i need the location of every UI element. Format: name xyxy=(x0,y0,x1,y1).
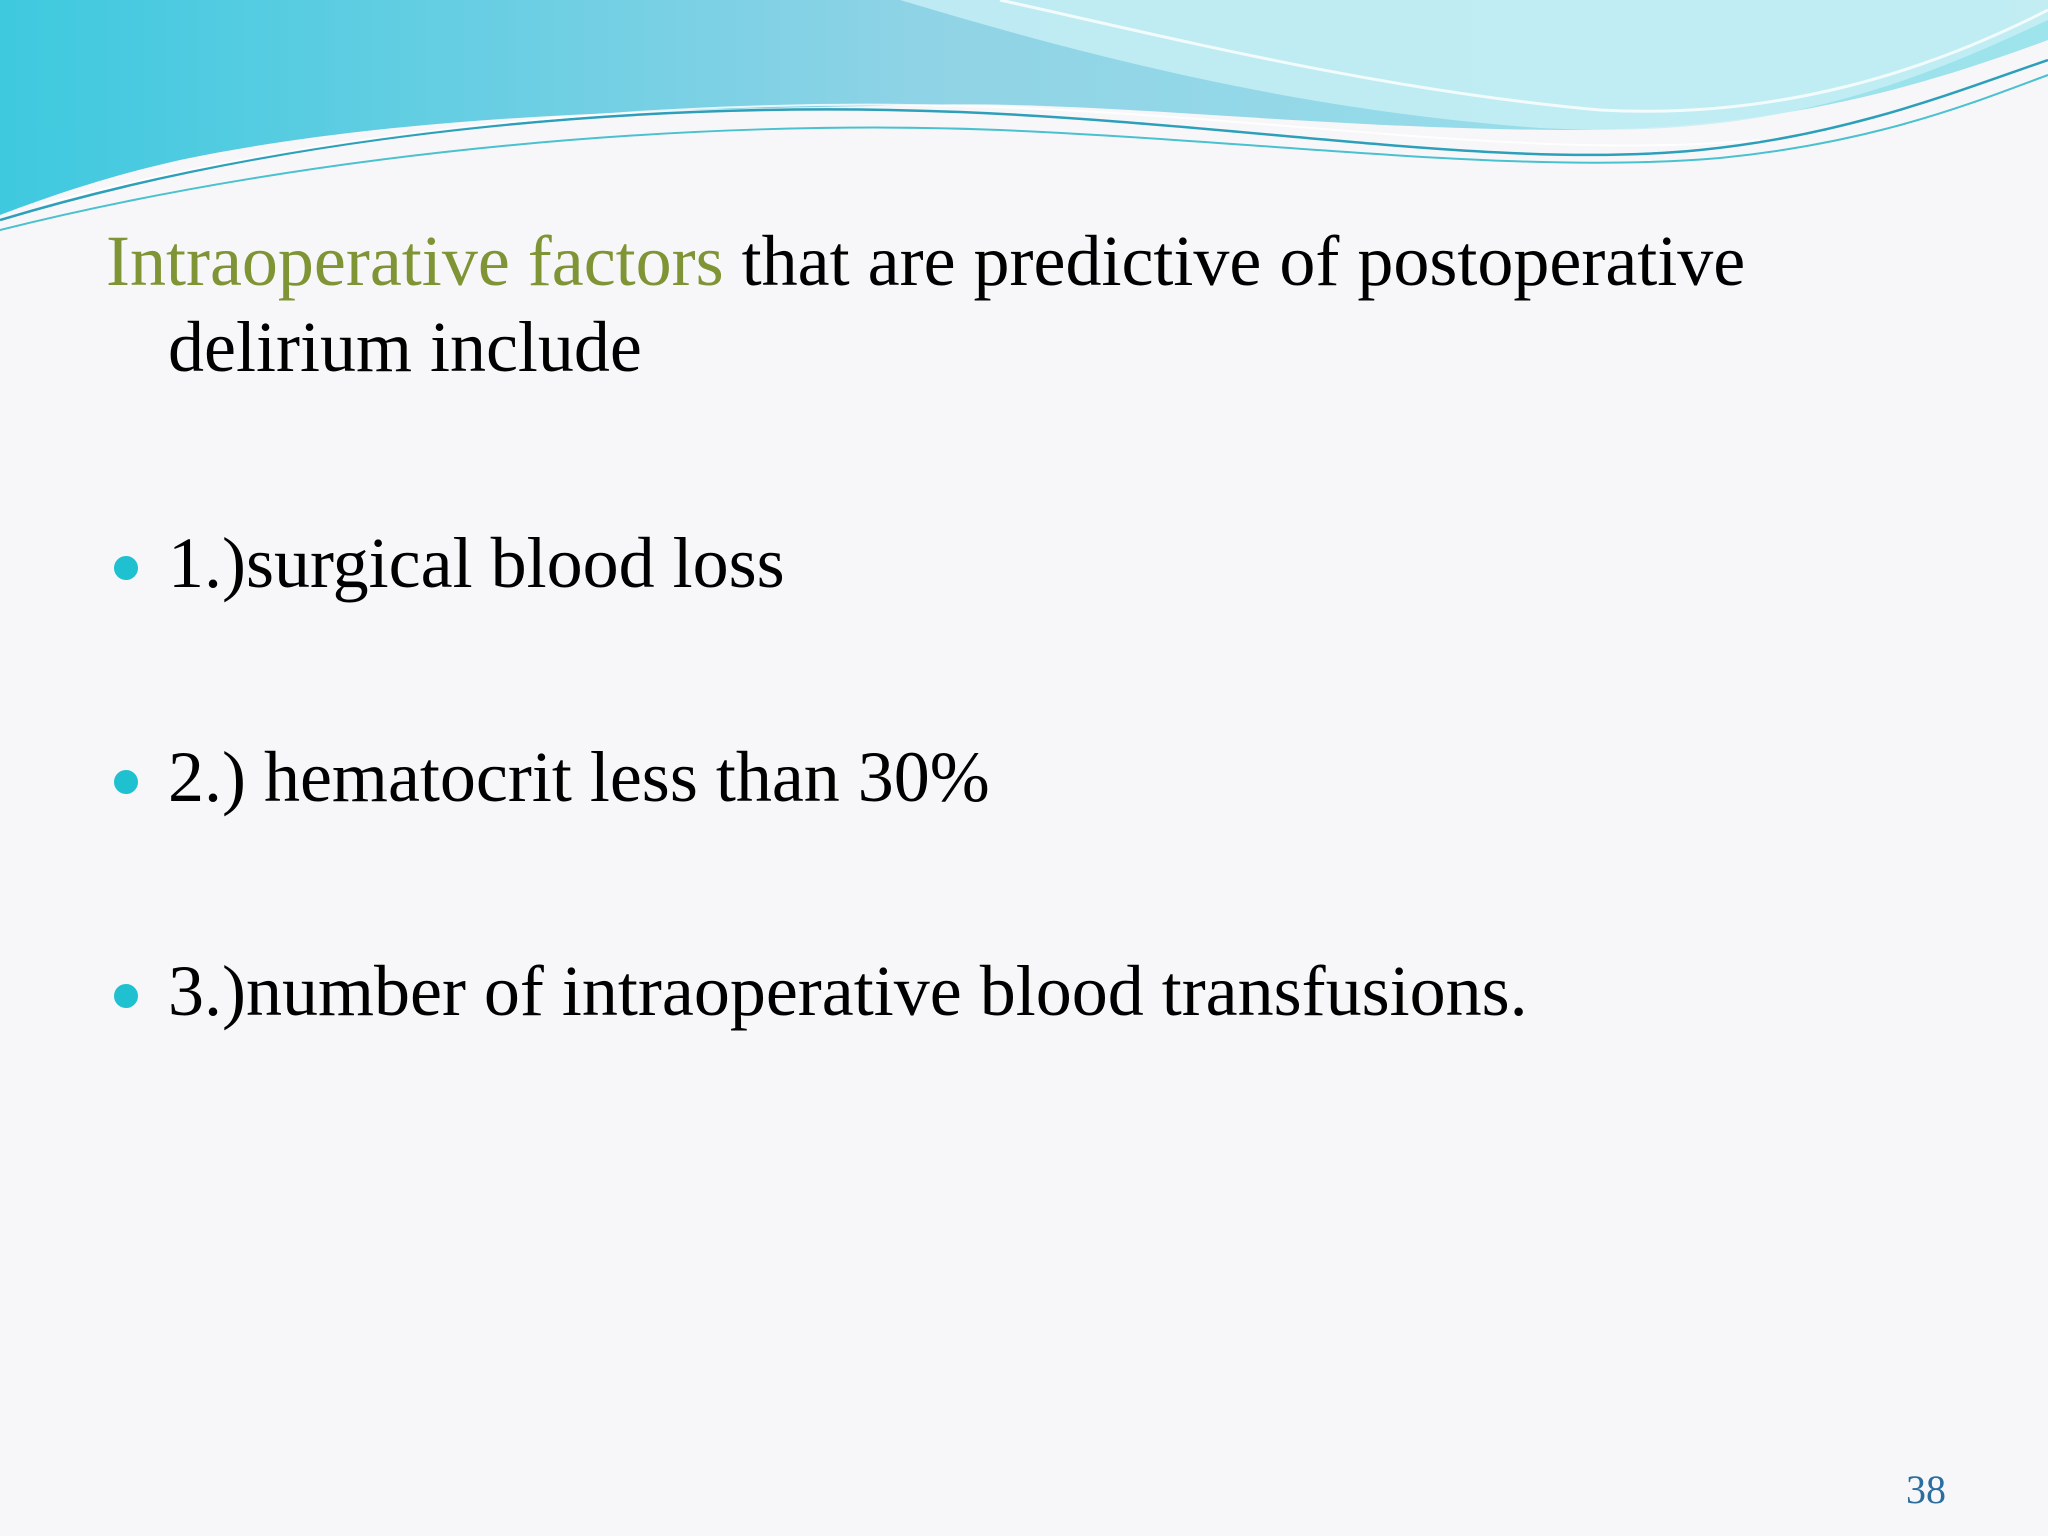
list-item-text: 3.)number of intraoperative blood transfusions. xyxy=(168,951,1528,1031)
intro-rest-text: that are predictive of postoperative xyxy=(723,221,1746,301)
header-wave-decoration xyxy=(0,0,2048,240)
list-item xyxy=(106,520,1528,606)
list-item xyxy=(106,734,1528,820)
list-item xyxy=(106,948,1528,1034)
intro-text xyxy=(106,218,1966,390)
list-item-text: 1.)surgical blood loss xyxy=(168,523,785,603)
list-item-text: 2.) hematocrit less than 30% xyxy=(168,737,990,817)
intro-second-line: delirium include xyxy=(168,307,642,387)
bullet-dot-icon xyxy=(114,770,138,794)
intro-accent-text: Intraoperative factors xyxy=(106,221,724,301)
page-number: 38 xyxy=(1906,1467,1946,1512)
bullet-list xyxy=(106,520,1528,1162)
bullet-dot-icon xyxy=(114,984,138,1008)
bullet-dot-icon xyxy=(114,556,138,580)
